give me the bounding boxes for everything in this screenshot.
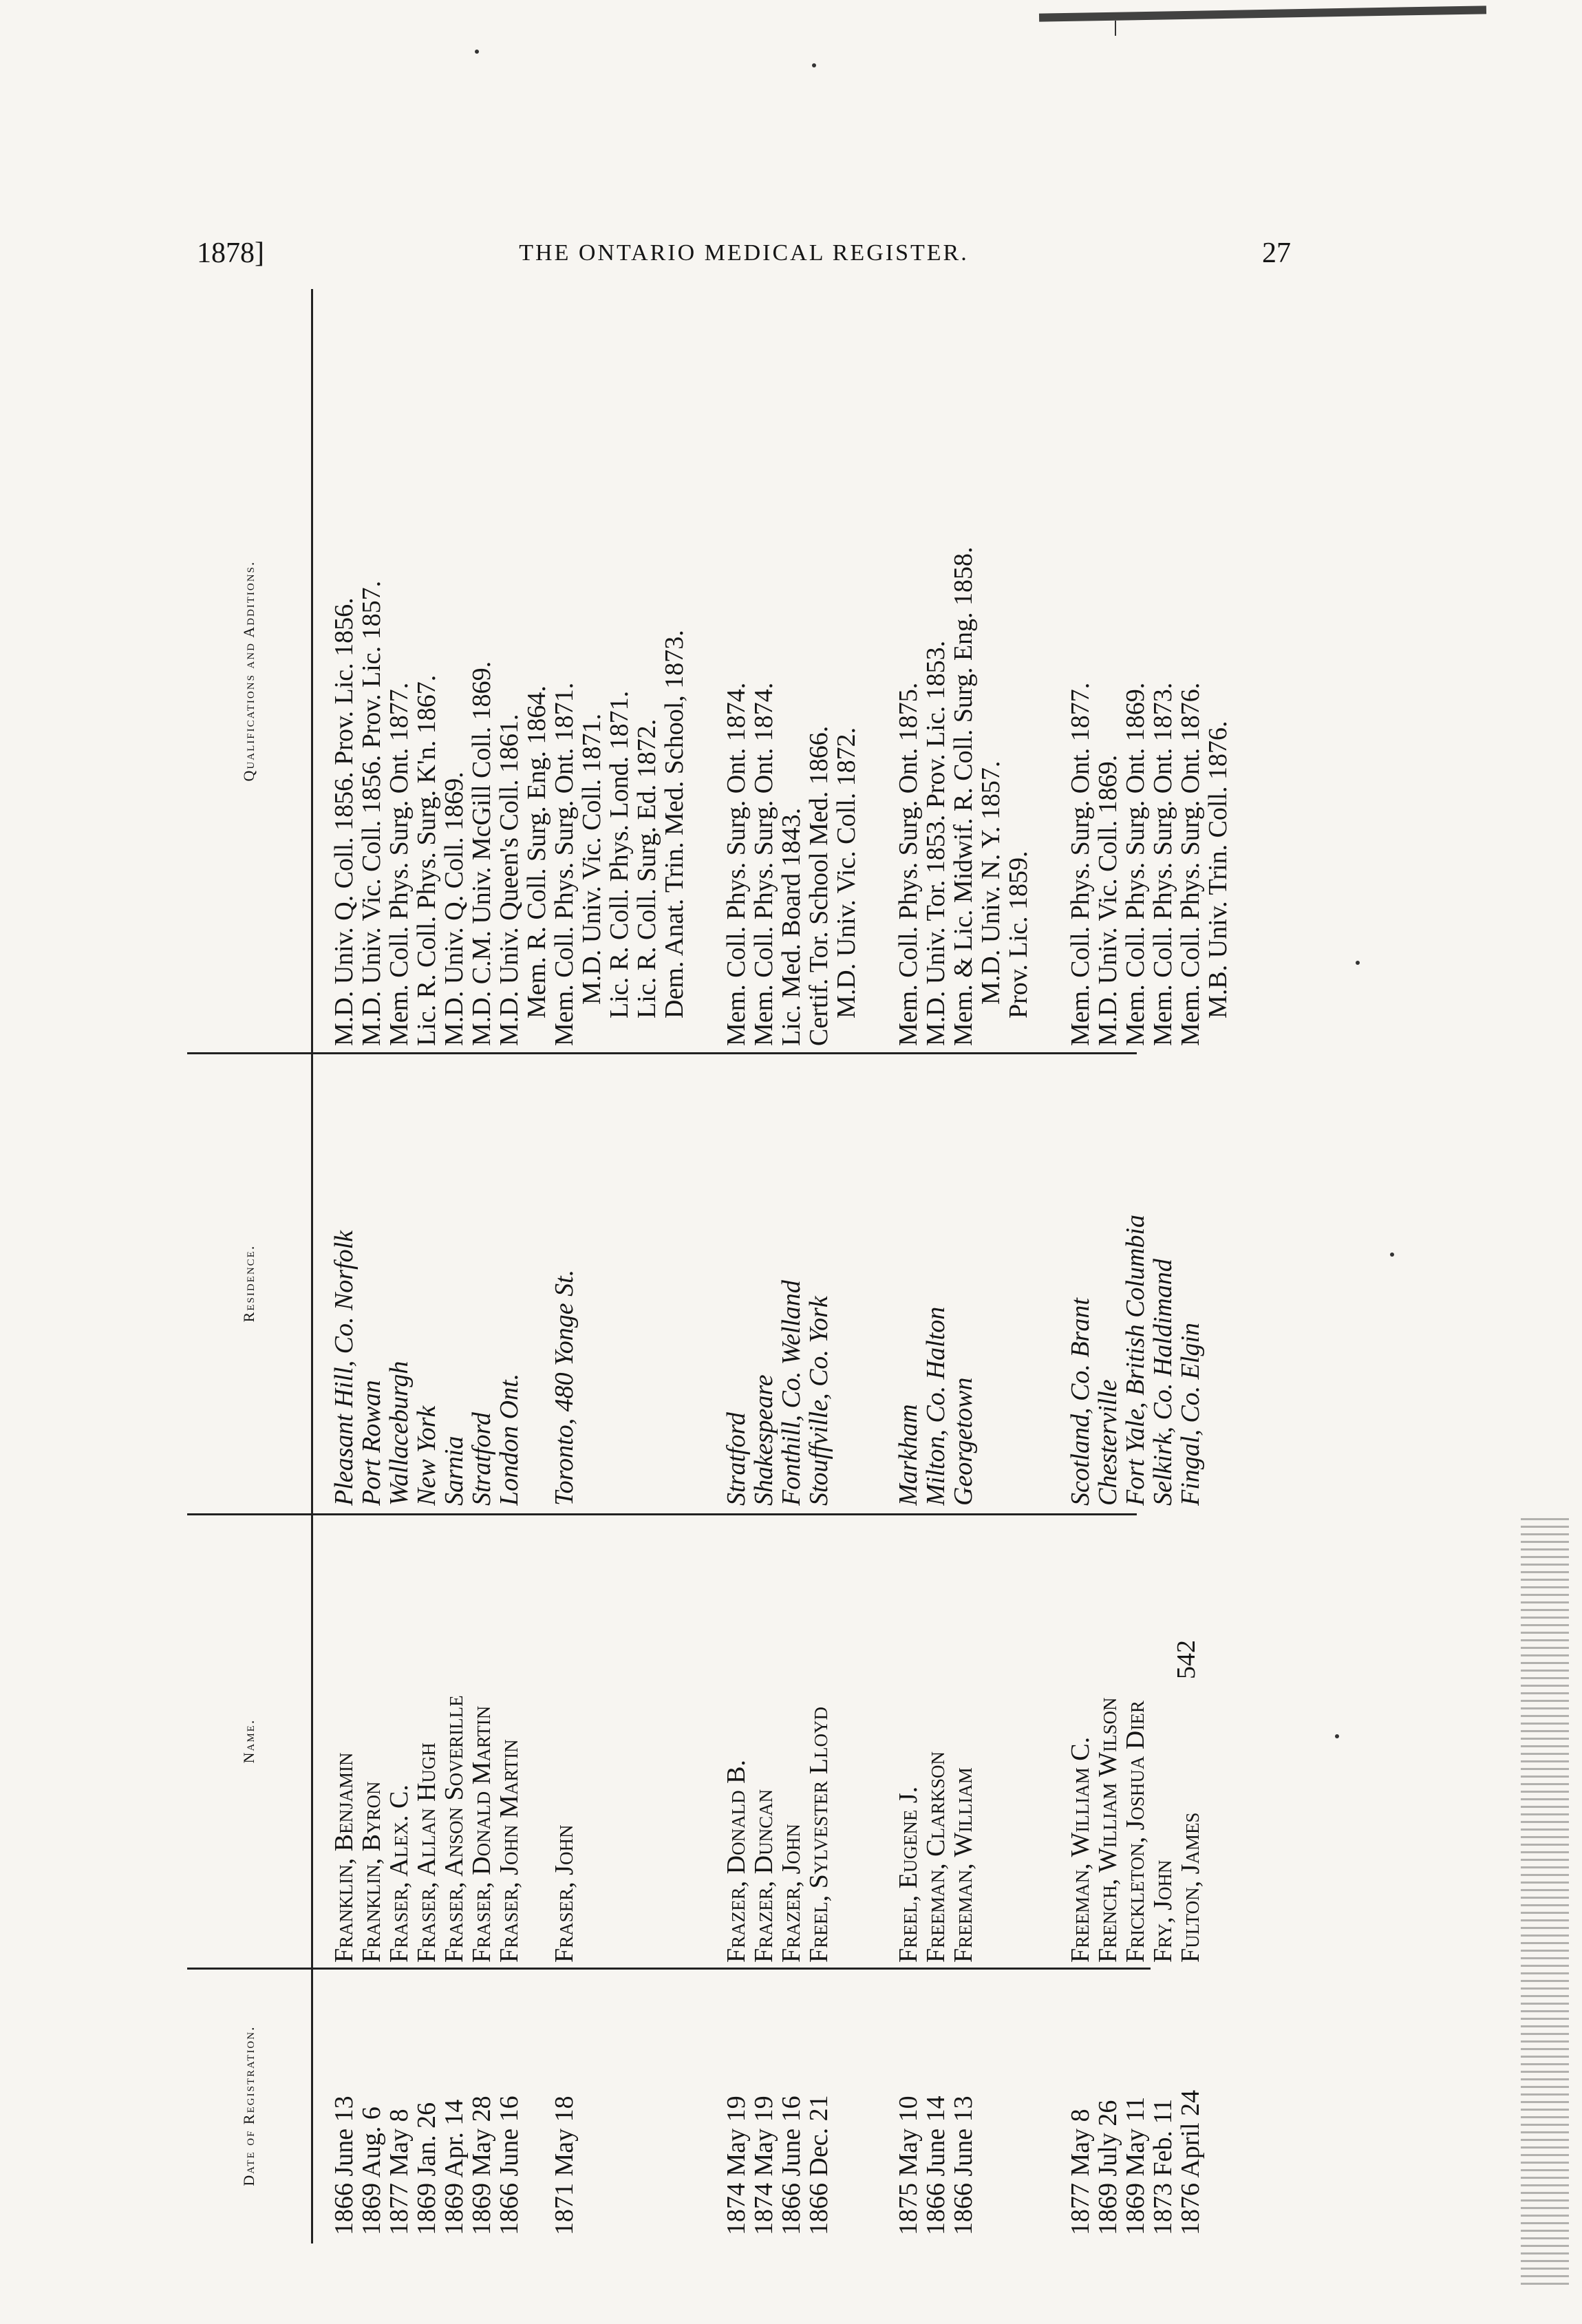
residence: London Ont. [495,1373,524,1506]
column-header-date [187,1968,313,2243]
table-row [1061,289,1095,2243]
residence: Toronto, 480 Yonge St. [550,1269,579,1506]
qualification-line: Certif. Tor. School Med. 1866. [804,725,833,1046]
table-row [1116,289,1150,2243]
qualification-line: Mem. Coll. Phys. Surg. Ont. 1873. [1148,682,1177,1046]
registration-date: 1873 Feb. 11 [1148,2098,1177,2235]
residence: Selkirk, Co. Haldimand [1148,1259,1177,1506]
qualification-line: M.D. Univ. N. Y. 1857. [976,760,1005,1005]
table-row [545,289,689,2243]
qualification-line: Mem. R. Coll. Surg. Eng. 1864. [522,685,551,1019]
registration-date: 1877 May 8 [1066,2109,1095,2235]
qualification-line: M.D. Univ. Tor. 1853. Prov. Lic. 1853. [921,640,950,1046]
scan-speck [475,50,479,54]
qualification-line: Mem. Coll. Phys. Surg. Ont. 1871. [550,682,579,1046]
scan-speck [812,63,816,67]
residence: Sarnia [440,1436,469,1506]
column-header-name-label: Name. [240,1718,257,1764]
table-row [917,289,950,2243]
practitioner-name: French, William Wilson [1093,1697,1122,1963]
column-header-name [187,1514,313,1968]
residence: Markham [894,1404,923,1506]
scan-speck [1335,1734,1339,1738]
scan-speck [1356,961,1360,965]
qualification-line: Lic. Med. Board 1843. [777,807,806,1046]
registration-date: 1869 May 11 [1121,2096,1150,2235]
scan-edge-mark [1039,6,1486,21]
practitioner-name: Freeman, Clarkson [921,1751,950,1963]
residence: Chesterville [1093,1379,1122,1506]
residence: Fort Yale, British Columbia [1121,1215,1150,1506]
practitioner-name: Frazer, Duncan [749,1789,778,1963]
practitioner-name: Freel, Eugene J. [894,1786,923,1963]
scan-speck [1390,1252,1394,1257]
qualification-line: Mem. Coll. Phys. Surg. Ont. 1877. [1066,682,1095,1046]
qualification-line: Mem. Coll. Phys. Surg. Ont. 1877. [385,682,414,1046]
practitioner-name: Frickleton, Joshua Dier [1121,1701,1150,1963]
residence: Port Rowan [357,1380,386,1506]
registration-date: 1866 Dec. 21 [804,2095,833,2235]
registration-date: 1869 Jan. 26 [412,2102,441,2235]
practitioner-name: Freel, Sylvester Lloyd [804,1707,833,1963]
residence: Stratford [467,1412,496,1506]
qualification-line: M.B. Univ. Trin. Coll. 1876. [1204,721,1232,1019]
qualification-line: M.D. Univ. Vic. Coll. 1871. [577,713,606,1005]
practitioner-name: Fraser, Allan Hugh [412,1742,441,1963]
registration-date: 1875 May 10 [894,2096,923,2235]
register-table [187,289,1302,2243]
practitioner-name: Fraser, Donald Martin [467,1705,496,1963]
residence: New York [412,1405,441,1506]
registration-date: 1869 May 28 [467,2096,496,2235]
table-row [462,289,496,2243]
qualification-line: M.D. Univ. Vic. Coll. 1872. [832,727,861,1019]
residence: Stratford [722,1412,751,1506]
table-row [435,289,469,2243]
running-head-year: 1878] [197,237,264,269]
registration-date: 1869 July 26 [1093,2100,1122,2235]
practitioner-name: Fraser, John [550,1824,579,1963]
practitioner-name: Frazer, Donald B. [722,1760,751,1963]
qualification-line: M.D. Univ. Q. Coll. 1856. Prov. Lic. 1856. [330,597,359,1046]
table-row [944,289,1033,2243]
column-header-date-label: Date of Registration. [240,2025,257,2186]
table-row [352,289,386,2243]
qualification-line: M.D. Univ. Queen's Coll. 1861. [495,714,524,1046]
scan-edge-tick [1115,21,1116,36]
qualification-line: Mem. Coll. Phys. Surg. Ont. 1874. [722,682,751,1046]
qualification-line: Mem. Coll. Phys. Surg. Ont. 1875. [894,682,923,1046]
practitioner-name: Fulton, James [1176,1812,1205,1963]
practitioner-name: Fraser, Alex. C. [385,1784,414,1963]
column-header-qualifications [187,289,313,1053]
table-row [800,289,861,2243]
table-row [717,289,751,2243]
registration-date: 1866 June 13 [330,2096,359,2235]
qualification-line: M.D. Univ. Q. Coll. 1869. [440,771,469,1046]
table-row [1089,289,1122,2243]
registration-date: 1874 May 19 [722,2096,751,2235]
residence: Fingal, Co. Elgin [1176,1323,1205,1506]
qualification-line: Lic. R. Coll. Phys. Lond. 1871. [605,690,634,1019]
page-number: 27 [1262,237,1291,269]
practitioner-name: Franklin, Byron [357,1781,386,1963]
table-row [1171,289,1232,2243]
registration-date: 1869 Apr. 14 [440,2099,469,2235]
practitioner-name: Fry, John [1148,1859,1177,1963]
practitioner-name: Freeman, William [949,1767,978,1963]
register-table-frame [187,289,1302,2243]
qualification-line: Mem. & Lic. Midwif. R. Coll. Surg. Eng. 1858. [949,546,978,1046]
registration-date: 1866 June 14 [921,2096,950,2235]
column-header-qualifications-label: Qualifications and Additions. [240,560,257,782]
qualification-line: Mem. Coll. Phys. Surg. Ont. 1869. [1121,682,1150,1046]
residence: Milton, Co. Halton [921,1306,950,1506]
table-row [407,289,441,2243]
registration-date: 1874 May 19 [749,2096,778,2235]
residence: Georgetown [949,1377,978,1506]
registration-date: 1871 May 18 [550,2096,579,2235]
column-header-residence-label: Residence. [240,1244,257,1323]
residence: Wallaceburgh [385,1361,414,1506]
qualification-line: M.D. C.M. Univ. McGill Coll. 1869. [467,661,496,1046]
residence: Shakespeare [749,1374,778,1506]
residence: Stouffville, Co. York [804,1296,833,1506]
registration-date: 1866 June 16 [495,2096,524,2235]
qualification-line: Mem. Coll. Phys. Surg. Ont. 1874. [749,682,778,1046]
residence: Fonthill, Co. Welland [777,1280,806,1506]
practitioner-name: Franklin, Benjamin [330,1752,359,1963]
table-row [745,289,778,2243]
registration-date: 1876 April 24 [1176,2089,1205,2235]
qualification-line: M.D. Univ. Vic. Coll. 1869. [1093,754,1122,1046]
qualification-line: M.D. Univ. Vic. Coll. 1856. Prov. Lic. 1857. [357,580,386,1046]
practitioner-name: Fraser, John Martin [495,1739,524,1963]
running-head-title: THE ONTARIO MEDICAL REGISTER. [519,240,969,266]
practitioner-name: Freeman, William C. [1066,1736,1095,1963]
practitioner-name: Fraser, Anson Soverille [440,1695,469,1963]
running-head [197,231,1291,275]
column-header-residence [187,1053,313,1514]
registration-date: 1866 June 13 [949,2096,978,2235]
table-row [889,289,923,2243]
table-row [772,289,806,2243]
qualification-line: Lic. R. Coll. Phys. Surg. K'n. 1867. [412,674,441,1046]
table-row [490,289,551,2243]
practitioner-name: Frazer, John [777,1824,806,1963]
qualification-line: Dem. Anat. Trin. Med. School, 1873. [660,630,689,1019]
residence: Scotland, Co. Brant [1066,1298,1095,1506]
table-row [1144,289,1177,2243]
scan-margin-noise [1521,1514,1569,2285]
qualification-line: Prov. Lic. 1859. [1004,851,1033,1019]
residence: Pleasant Hill, Co. Norfolk [330,1230,359,1506]
footer-number: 542 [1172,1640,1201,1679]
qualification-line: Lic. R. Coll. Surg. Ed. 1872. [632,718,661,1019]
table-row [380,289,414,2243]
table-row [325,289,359,2243]
qualification-line: Mem. Coll. Phys. Surg. Ont. 1876. [1176,682,1205,1046]
registration-date: 1869 Aug. 6 [357,2107,386,2235]
registration-date: 1877 May 8 [385,2109,414,2235]
registration-date: 1866 June 16 [777,2096,806,2235]
